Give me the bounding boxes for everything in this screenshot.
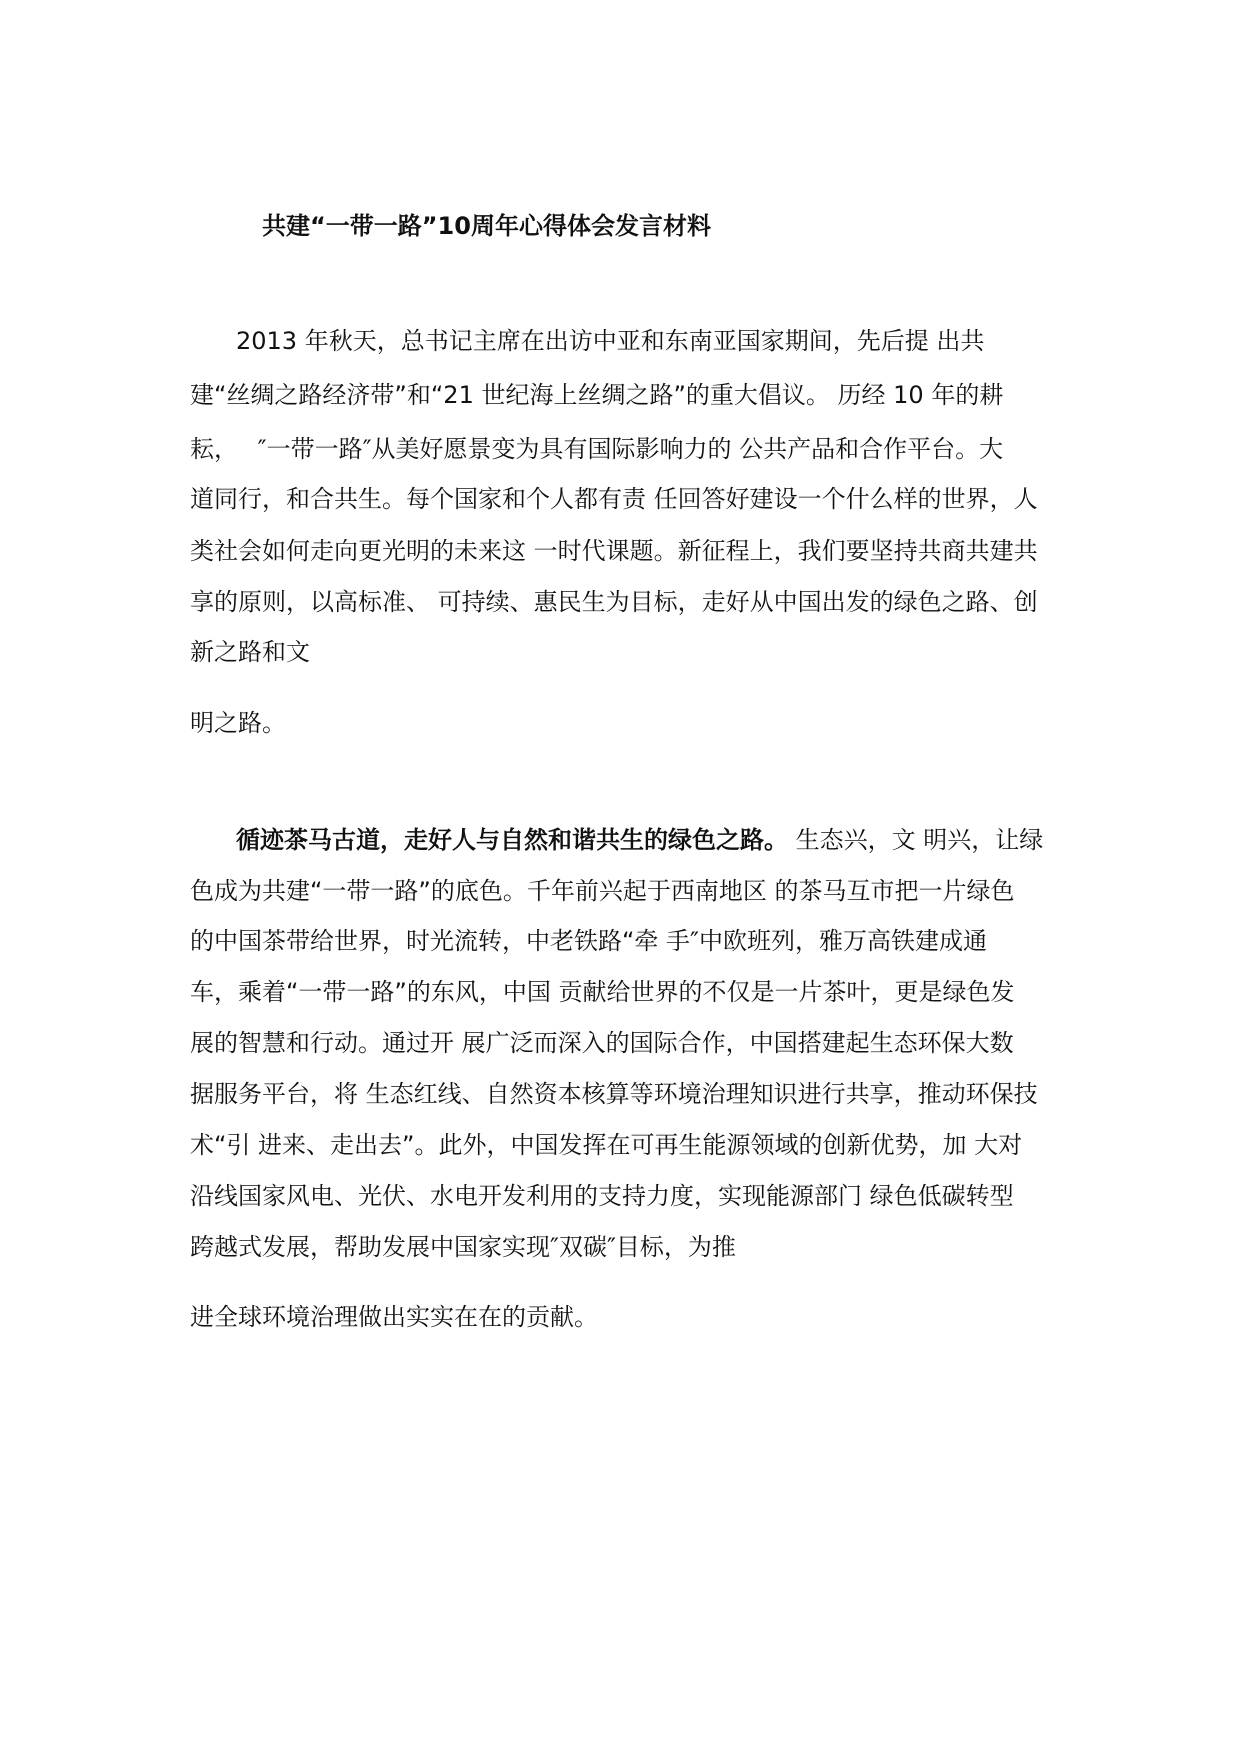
paragraph-2-lead-text: 生态兴，文 明兴，让绿 xyxy=(788,826,1044,854)
paragraph-1-line-5: 类社会如何走向更光明的未来这 一时代课题。新征程上，我们要坚持共商共建共 xyxy=(190,537,1038,565)
paragraph-1-line-3: 耘， ″一带一路″从美好愿景变为具有国际影响力的 公共产品和合作平台。大 xyxy=(190,435,1004,463)
paragraph-1-line-2: 建“丝绸之路经济带”和“21 世纪海上丝绸之路”的重大倡议。 历经 10 年的耕 xyxy=(190,381,1004,409)
paragraph-2-line-2: 色成为共建“一带一路”的底色。千年前兴起于西南地区 的茶马互市把一片绿色 xyxy=(190,877,1015,905)
paragraph-2-line-8: 沿线国家风电、光伏、水电开发利用的支持力度，实现能源部门 绿色低碳转型 xyxy=(190,1182,1014,1210)
paragraph-1-line-1: 2013 年秋天，总书记主席在出访中亚和东南亚国家期间，先后提 出共 xyxy=(236,327,985,355)
paragraph-1-line-7: 新之路和文 xyxy=(190,638,310,666)
paragraph-2-line-7: 术“引 进来、走出去”。此外，中国发挥在可再生能源领域的创新优势，加 大对 xyxy=(190,1131,1023,1159)
paragraph-1-line-8: 明之路。 xyxy=(190,709,286,737)
paragraph-2-line-5: 展的智慧和行动。通过开 展广泛而深入的国际合作，中国搭建起生态环保大数 xyxy=(190,1029,1014,1057)
paragraph-2-line-10: 进全球环境治理做出实实在在的贡献。 xyxy=(190,1303,598,1331)
document-title: 共建“一带一路”10周年心得体会发言材料 xyxy=(262,212,711,240)
paragraph-2-lead-heading: 循迹茶马古道，走好人与自然和谐共生的绿色之路。 xyxy=(236,826,788,854)
paragraph-2-line-9: 跨越式发展，帮助发展中国家实现″双碳″目标，为推 xyxy=(190,1233,736,1261)
paragraph-2-line-1 xyxy=(236,825,1043,855)
paragraph-2-line-4: 车，乘着“一带一路”的东风，中国 贡献给世界的不仅是一片茶叶，更是绿色发 xyxy=(190,978,1015,1006)
paragraph-2-line-6: 据服务平台，将 生态红线、自然资本核算等环境治理知识进行共享，推动环保技 xyxy=(190,1080,1038,1108)
paragraph-2-line-3: 的中国茶带给世界，时光流转，中老铁路“牵 手″中欧班列，雅万高铁建成通 xyxy=(190,927,988,955)
paragraph-1-line-4: 道同行，和合共生。每个国家和个人都有责 任回答好建设一个什么样的世界，人 xyxy=(190,485,1038,513)
paragraph-1-line-6: 享的原则，以高标准、 可持续、惠民生为目标，走好从中国出发的绿色之路、创 xyxy=(190,588,1038,616)
